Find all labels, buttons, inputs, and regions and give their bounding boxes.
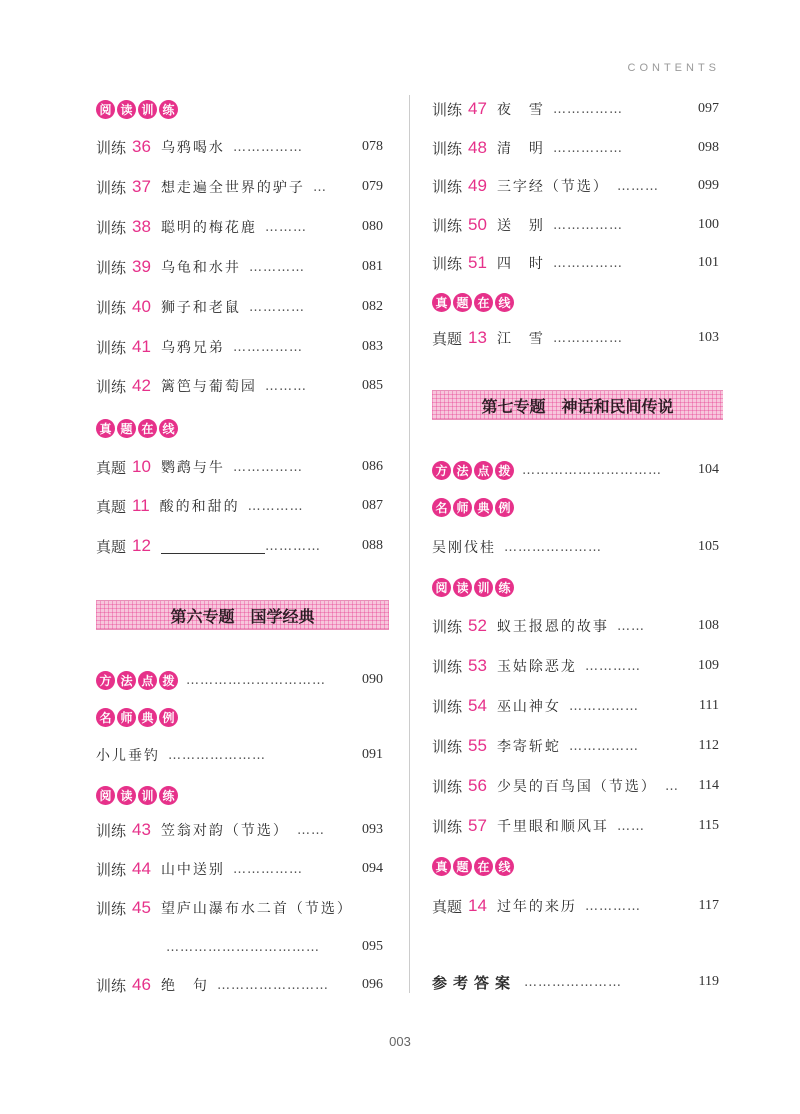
entry-number: 43	[132, 820, 151, 839]
page-number: 117	[698, 898, 719, 913]
entry-title: 少昊的百鸟国（节选）	[496, 779, 657, 795]
toc-entry-51[interactable]	[432, 251, 719, 275]
leader-dots: ……………	[552, 101, 623, 117]
entry-kind: 训练	[432, 177, 463, 196]
leader-dots: ……………	[232, 339, 303, 355]
entry-kind: 训练	[432, 254, 463, 273]
toc-entry-54[interactable]	[432, 694, 719, 718]
entry-kind: 训练	[96, 218, 127, 237]
page-number: 098	[698, 140, 719, 155]
section-banner-6: 第六专题 国学经典	[96, 600, 389, 630]
entry-title: 狮子和老鼠	[160, 300, 241, 316]
toc-entry-56[interactable]	[432, 774, 719, 798]
page-number: 094	[362, 861, 383, 876]
entry-kind: 训练	[432, 216, 463, 235]
entry-kind: 真题	[96, 458, 127, 477]
entry-kind: 真题	[96, 537, 127, 556]
entry-title: 李寄斩蛇	[496, 739, 561, 755]
badge-reading-training-2	[96, 786, 178, 805]
entry-title: 过年的来历	[496, 899, 577, 915]
toc-entry-52[interactable]	[432, 614, 719, 638]
leader-dots: ……	[296, 822, 325, 838]
leader-dots: ………	[264, 219, 307, 235]
page-number: 115	[698, 818, 719, 833]
entry-number: 48	[468, 138, 487, 157]
entry-title: 参考答案	[432, 973, 517, 992]
toc-entry-50[interactable]	[432, 213, 719, 237]
entry-kind: 训练	[96, 821, 127, 840]
entry-kind: 训练	[432, 697, 463, 716]
entry-number: 52	[468, 616, 487, 635]
toc-entry-41[interactable]	[96, 335, 383, 359]
entry-kind: 训练	[96, 338, 127, 357]
page-number: 111	[699, 698, 719, 713]
entry-title: 蚁王报恩的故事	[496, 619, 609, 635]
page-number: 082	[362, 299, 383, 314]
entry-number: 10	[132, 457, 151, 476]
entry-number: 13	[468, 328, 487, 347]
entry-title: 篱笆与葡萄园	[160, 379, 257, 395]
entry-kind: 训练	[96, 178, 127, 197]
page-number: 088	[362, 538, 383, 553]
entry-title: 乌鸦喝水	[160, 140, 225, 156]
page-number: 096	[362, 977, 383, 992]
entry-number: 14	[468, 896, 487, 915]
entry-kind: 训练	[96, 377, 127, 396]
leader-dots: …………………………	[186, 672, 326, 688]
toc-entry-famous[interactable]	[432, 535, 719, 559]
toc-entry-39[interactable]	[96, 255, 383, 279]
entry-title: 吴刚伐桂	[432, 540, 496, 556]
leader-dots: ……………………………	[166, 939, 320, 955]
toc-entry-46[interactable]	[96, 973, 383, 997]
section-banner-7: 第七专题 神话和民间传说	[432, 390, 723, 420]
entry-kind: 训练	[96, 298, 127, 317]
entry-kind: 真题	[432, 897, 463, 916]
entry-number: 57	[468, 816, 487, 835]
badge-char: 在	[138, 419, 157, 438]
entry-kind: 训练	[432, 817, 463, 836]
badge-char: 练	[495, 578, 514, 597]
entry-number: 40	[132, 297, 151, 316]
page-number: 078	[362, 139, 383, 154]
entry-title: 三字经（节选）	[496, 179, 609, 195]
entry-title: 四 时	[496, 256, 545, 272]
entry-number: 56	[468, 776, 487, 795]
page-number: 104	[698, 462, 719, 477]
leader-dots: ……………	[552, 140, 623, 156]
toc-entry-57[interactable]	[432, 814, 719, 838]
toc-entry-exam-11[interactable]	[96, 494, 383, 518]
badge-char: 训	[138, 100, 157, 119]
badge-char: 阅	[96, 786, 115, 805]
entry-number: 37	[132, 177, 151, 196]
entry-title: 小儿垂钓	[96, 748, 160, 764]
leader-dots: ………	[264, 378, 307, 394]
badge-method	[432, 461, 514, 480]
badge-real-exam	[432, 293, 514, 312]
badge-reading-training	[96, 100, 178, 119]
entry-number: 42	[132, 376, 151, 395]
entry-kind: 训练	[432, 737, 463, 756]
badge-char: 训	[474, 578, 493, 597]
entry-number: 54	[468, 696, 487, 715]
badge-char: 线	[495, 857, 514, 876]
entry-number: 47	[468, 99, 487, 118]
toc-entry-method[interactable]	[432, 458, 719, 482]
toc-entry-47[interactable]	[432, 97, 719, 121]
entry-number: 41	[132, 337, 151, 356]
page-number: 093	[362, 822, 383, 837]
badge-char: 典	[474, 498, 493, 517]
toc-entry-answers[interactable]	[432, 970, 719, 994]
badge-char: 阅	[432, 578, 451, 597]
entry-kind: 训练	[432, 100, 463, 119]
entry-title: 巫山神女	[496, 699, 561, 715]
badge-char: 法	[453, 461, 472, 480]
entry-kind: 训练	[96, 899, 127, 918]
toc-entry-55[interactable]	[432, 734, 719, 758]
toc-entry-43[interactable]	[96, 818, 383, 842]
entry-number: 39	[132, 257, 151, 276]
column-divider	[409, 95, 410, 993]
page-number: 079	[362, 179, 383, 194]
entry-kind: 真题	[432, 329, 463, 348]
entry-title: 乌龟和水井	[160, 260, 241, 276]
page-number: 100	[698, 217, 719, 232]
page-number: 083	[362, 339, 383, 354]
entry-number: 38	[132, 217, 151, 236]
badge-char: 题	[117, 419, 136, 438]
entry-title: 玉姑除恶龙	[496, 659, 577, 675]
entry-title: 江 雪	[496, 331, 545, 347]
toc-entry-49[interactable]	[432, 174, 719, 198]
page-number: 099	[698, 178, 719, 193]
badge-char: 例	[159, 708, 178, 727]
entry-number: 53	[468, 656, 487, 675]
leader-dots: …………………	[504, 539, 602, 555]
badge-char: 读	[117, 100, 136, 119]
leader-dots: ……	[616, 818, 645, 834]
entry-title: 绝 句	[160, 978, 209, 994]
entry-title: 山中送别	[160, 862, 225, 878]
entry-title: 乌鸦兄弟	[160, 340, 225, 356]
badge-real-exam-2	[432, 857, 514, 876]
toc-entry-exam-13[interactable]	[432, 326, 719, 350]
leader-dots: …………	[584, 898, 641, 914]
entry-title: 夜 雪	[496, 102, 545, 118]
badge-char: 练	[159, 100, 178, 119]
entry-kind: 训练	[96, 258, 127, 277]
badge-char: 题	[453, 293, 472, 312]
toc-entry-famous[interactable]	[96, 743, 383, 767]
badge-char: 典	[138, 708, 157, 727]
leader-dots: ……………	[568, 738, 639, 754]
leader-dots: ……………	[552, 330, 623, 346]
toc-entry-38[interactable]	[96, 215, 383, 239]
leader-dots: ……………	[232, 459, 303, 475]
toc-entry-45-continued[interactable]	[166, 935, 383, 959]
badge-char: 例	[495, 498, 514, 517]
toc-entry-44[interactable]	[96, 857, 383, 881]
leader-dots: ……………	[552, 217, 623, 233]
entry-number: 12	[132, 536, 151, 555]
leader-dots: …………………	[524, 974, 623, 990]
entry-number: 55	[468, 736, 487, 755]
page-number: 095	[362, 939, 383, 954]
entry-title: 清 明	[496, 141, 545, 157]
badge-char: 拨	[159, 671, 178, 690]
leader-dots: …	[664, 778, 679, 794]
badge-char: 线	[159, 419, 178, 438]
entry-number: 51	[468, 253, 487, 272]
entry-number: 44	[132, 859, 151, 878]
blank-title-line	[161, 539, 265, 554]
page-number: 080	[362, 219, 383, 234]
entry-title: 望庐山瀑布水二首（节选）	[160, 901, 353, 917]
badge-method	[96, 671, 178, 690]
page-number: 105	[698, 539, 719, 554]
toc-entry-48[interactable]	[432, 136, 719, 160]
leader-dots: …………	[584, 658, 641, 674]
badge-char: 读	[117, 786, 136, 805]
entry-kind: 训练	[96, 138, 127, 157]
badge-char: 在	[474, 857, 493, 876]
toc-entry-exam-14[interactable]	[432, 894, 719, 918]
badge-famous-example	[96, 708, 178, 727]
badge-char: 真	[96, 419, 115, 438]
leader-dots: ………	[616, 178, 659, 194]
badge-char: 方	[432, 461, 451, 480]
toc-entry-37[interactable]	[96, 175, 383, 199]
page-number: 119	[698, 974, 719, 989]
leader-dots: ……………	[232, 861, 303, 877]
badge-char: 线	[495, 293, 514, 312]
page-number: 090	[362, 672, 383, 687]
page-number: 114	[698, 778, 719, 793]
entry-number: 49	[468, 176, 487, 195]
entry-number: 11	[132, 496, 150, 515]
entry-number: 46	[132, 975, 151, 994]
toc-entry-exam-12[interactable]	[96, 534, 383, 558]
entry-title: 鹦鹉与牛	[160, 460, 225, 476]
badge-char: 真	[432, 293, 451, 312]
page-number: 109	[698, 658, 719, 673]
page-number: 097	[698, 101, 719, 116]
badge-char: 名	[96, 708, 115, 727]
entry-title: 想走遍全世界的驴子	[160, 180, 305, 196]
entry-title: 酸的和甜的	[159, 499, 240, 515]
toc-entry-exam-10[interactable]	[96, 455, 383, 479]
entry-kind: 训练	[432, 777, 463, 796]
leader-dots: ……………	[232, 139, 303, 155]
badge-char: 名	[432, 498, 451, 517]
entry-kind: 训练	[432, 657, 463, 676]
badge-char: 方	[96, 671, 115, 690]
contents-header: CONTENTS	[627, 62, 720, 74]
badge-char: 训	[138, 786, 157, 805]
badge-char: 题	[453, 857, 472, 876]
leader-dots: ……	[616, 618, 645, 634]
badge-char: 读	[453, 578, 472, 597]
leader-dots: …………	[264, 538, 321, 554]
toc-entry-method[interactable]	[96, 668, 383, 692]
badge-char: 练	[159, 786, 178, 805]
page-number: 091	[362, 747, 383, 762]
entry-title: 送 别	[496, 218, 545, 234]
page-number: 086	[362, 459, 383, 474]
leader-dots: …………………	[168, 747, 266, 763]
entry-kind: 训练	[432, 139, 463, 158]
toc-entry-53[interactable]	[432, 654, 719, 678]
entry-kind: 训练	[96, 860, 127, 879]
page-number: 087	[362, 498, 383, 513]
leader-dots: …	[312, 179, 327, 195]
badge-char: 点	[474, 461, 493, 480]
entry-number: 50	[468, 215, 487, 234]
badge-char: 师	[117, 708, 136, 727]
badge-char: 师	[453, 498, 472, 517]
entry-title: 聪明的梅花鹿	[160, 220, 257, 236]
badge-char: 点	[138, 671, 157, 690]
page-number: 103	[698, 330, 719, 345]
entry-kind: 真题	[96, 497, 127, 516]
badge-reading-training	[432, 578, 514, 597]
badge-char: 在	[474, 293, 493, 312]
leader-dots: …………	[247, 498, 304, 514]
page-number: 112	[698, 738, 719, 753]
entry-title: 笠翁对韵（节选）	[160, 823, 289, 839]
leader-dots: …………	[248, 299, 305, 315]
leader-dots: …………	[248, 259, 305, 275]
page-number: 108	[698, 618, 719, 633]
badge-real-exam	[96, 419, 178, 438]
badge-char: 拨	[495, 461, 514, 480]
toc-entry-36[interactable]	[96, 135, 383, 159]
entry-number: 36	[132, 137, 151, 156]
toc-entry-42[interactable]	[96, 374, 383, 398]
page-number: 101	[698, 255, 719, 270]
badge-char: 阅	[96, 100, 115, 119]
leader-dots: ……………………	[216, 977, 329, 993]
badge-char: 真	[432, 857, 451, 876]
page-number: 085	[362, 378, 383, 393]
badge-famous-example	[432, 498, 514, 517]
leader-dots: ……………	[568, 698, 639, 714]
leader-dots: …………………………	[522, 462, 662, 478]
toc-entry-40[interactable]	[96, 295, 383, 319]
leader-dots: ……………	[552, 255, 623, 271]
badge-char: 法	[117, 671, 136, 690]
entry-title: 千里眼和顺风耳	[496, 819, 609, 835]
entry-number: 45	[132, 898, 151, 917]
page-number: 081	[362, 259, 383, 274]
entry-kind: 训练	[96, 976, 127, 995]
page-number-footer: 003	[389, 1034, 411, 1049]
entry-kind: 训练	[432, 617, 463, 636]
toc-entry-45[interactable]	[96, 896, 383, 920]
